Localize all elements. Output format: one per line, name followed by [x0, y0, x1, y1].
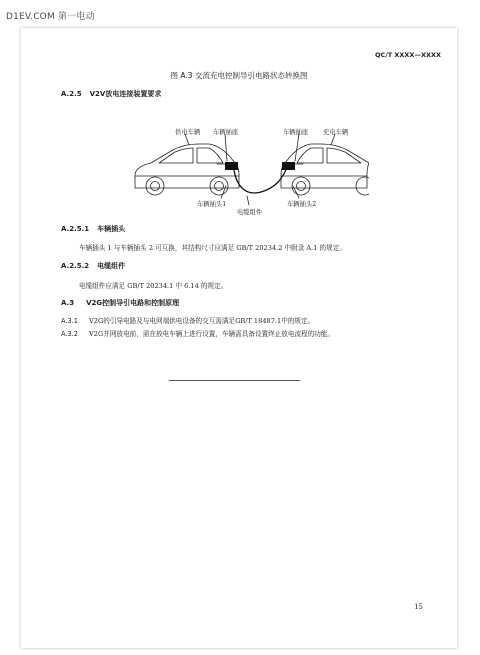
- cable-assembly-drawing: [234, 170, 286, 193]
- section-a3-heading: [61, 298, 179, 308]
- label-cable-assembly: 电缆组件: [237, 209, 263, 216]
- v2v-connection-figure: [129, 106, 369, 218]
- document-page: [21, 28, 457, 648]
- v2v-diagram-svg: [129, 106, 369, 218]
- section-a251-heading: [61, 224, 125, 234]
- section-number: A.2.5: [61, 90, 82, 98]
- label-vehicle-socket-right: 车辆插座: [283, 129, 309, 136]
- section-a252-heading: [61, 261, 125, 271]
- section-number: A.2.5.1: [61, 225, 90, 233]
- section-a251-body: 车辆插头 1 与车辆插头 2 可互换，其结构尺寸应满足 GB/T 20234.2 中附录 A.1 的规定。: [79, 244, 346, 252]
- section-a252-body: 电缆组件应满足 GB/T 20234.1 中 6.14 的规定。: [79, 282, 228, 290]
- section-a25-heading: [61, 89, 161, 99]
- label-vehicle-plug-2: 车辆插头2: [287, 201, 317, 208]
- end-of-document-rule: [169, 380, 300, 381]
- label-vehicle-plug-1: 车辆插头1: [197, 201, 227, 208]
- vehicle-plug-1-drawing: [225, 162, 238, 170]
- standard-number: QC/T XXXX—XXXX: [375, 51, 441, 59]
- page-number: 15: [414, 603, 423, 611]
- label-supply-vehicle: 供电车辆: [175, 129, 201, 136]
- section-title: V2G控制导引电路和控制原理: [86, 299, 180, 307]
- section-number: A.3.1: [61, 317, 78, 325]
- label-charging-vehicle: 充电车辆: [323, 129, 349, 136]
- section-title: 车辆插头: [97, 225, 126, 233]
- section-a32: [61, 328, 334, 338]
- section-body: V2G的引导电路及与电网端供电设备的交互需满足GB/T 18487.1中的规定。: [89, 317, 315, 325]
- section-a31: [61, 315, 314, 325]
- vehicle-plug-2-drawing: [282, 162, 295, 170]
- site-watermark: D1EV.COM 第一电动: [6, 12, 95, 22]
- section-number: A.3.2: [61, 330, 78, 338]
- section-title: 电缆组件: [97, 262, 126, 270]
- section-number: A.2.5.2: [61, 262, 90, 270]
- supply-vehicle-drawing: [135, 144, 239, 195]
- section-title: V2V放电连接装置要求: [89, 90, 162, 98]
- figure-caption: 图 A.3 交流充电控制导引电路状态转换图: [170, 71, 308, 80]
- label-vehicle-socket-left: 车辆插座: [213, 129, 239, 136]
- section-number: A.3: [61, 299, 75, 307]
- section-body: V2G并网放电前，需在放电车辆上进行设置，车辆需具备设置终止放电流程的功能。: [89, 330, 335, 338]
